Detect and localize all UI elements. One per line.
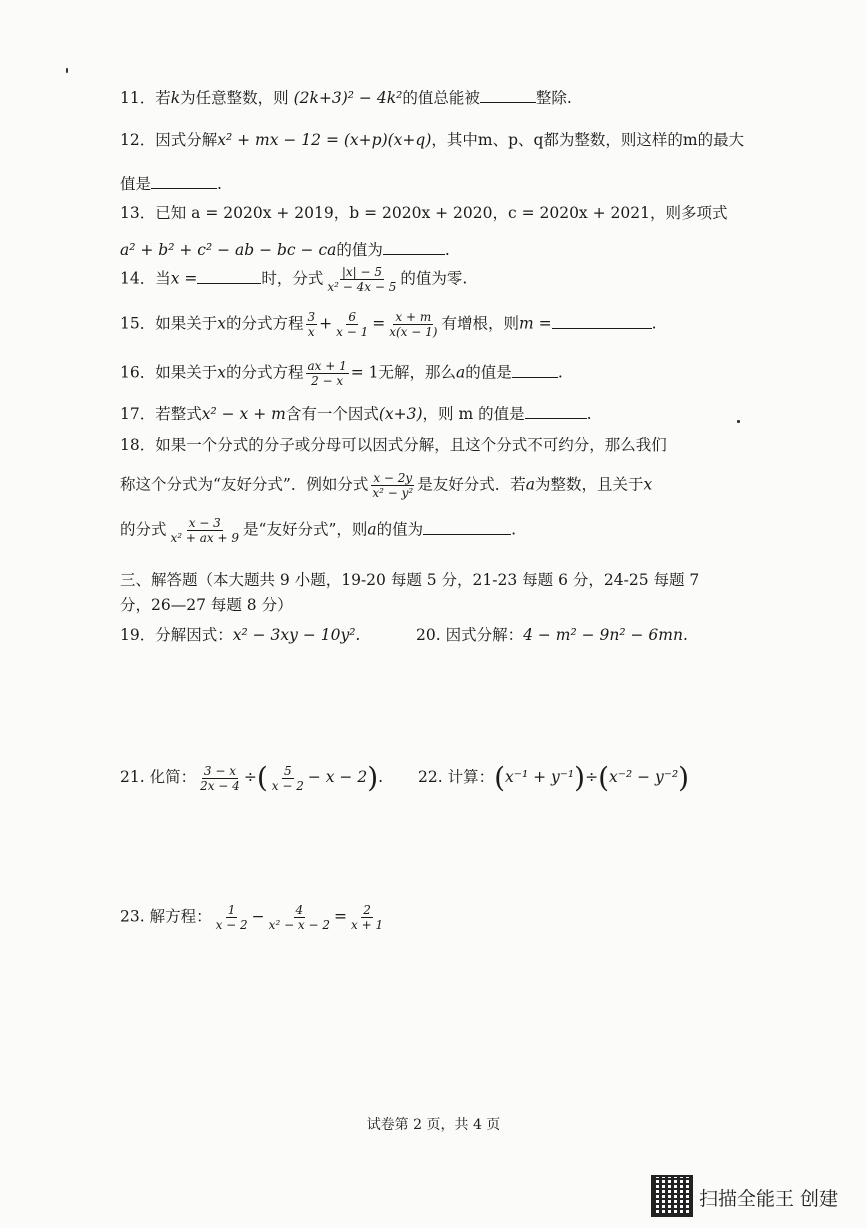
question-18-line1: 18．如果一个分式的分子或分母可以因式分解，且这个分式不可约分，那么我们 bbox=[120, 436, 667, 454]
q15-var-x: x bbox=[217, 314, 226, 333]
q16-tail: 无解，那么 bbox=[378, 363, 457, 382]
question-18-line2: 称这个分式为“友好分式”．例如分式 $\frac{x - 2y}{\text{x² − y²}}$ 是友好分式．若a为整数，且关于x bbox=[120, 471, 653, 500]
q17-label: 17．若整式 bbox=[120, 405, 202, 423]
q18-fraction-1: $\frac{x - 2y}{\text{x² − y²}}$ bbox=[372, 471, 414, 500]
q11-var: k bbox=[170, 89, 181, 107]
q11-end: 整除. bbox=[535, 89, 572, 107]
section-3-heading: 三、解答题（本大题共 9 小题，19-20 每题 5 分，21-23 每题 6 分，24-25 每题 7 bbox=[120, 571, 700, 589]
q21-fraction-2: $\frac{5}{x - 2}$ bbox=[271, 763, 304, 793]
q23-fraction-1: $\frac{1}{x - 2}$ bbox=[215, 903, 248, 932]
question-14 bbox=[120, 266, 467, 293]
q15-fraction-3: $\frac{x + m}{x(x - 1)}$ bbox=[389, 310, 438, 339]
q16-mid: 的分式方程 bbox=[225, 363, 304, 382]
question-12-line2 bbox=[120, 174, 222, 193]
section-3-heading-line2: 分，26—27 每题 8 分） bbox=[120, 596, 293, 614]
q17-expr: x² − x + m bbox=[201, 405, 286, 423]
q13-answer-blank[interactable] bbox=[383, 240, 445, 255]
scan-mark bbox=[66, 68, 68, 73]
q13-tail: 的值为 bbox=[336, 241, 383, 259]
q23-fraction-2: $\frac{4}{\text{x² − x − 2}}$ bbox=[268, 903, 331, 932]
q15-answer-blank[interactable] bbox=[552, 314, 652, 329]
question-11 bbox=[120, 88, 572, 107]
q12-end: . bbox=[217, 175, 222, 193]
q14-var: x = bbox=[170, 269, 198, 288]
q11-mid: 为任意整数，则 bbox=[180, 89, 289, 107]
q15-label: 15．如果关于 bbox=[120, 314, 218, 333]
question-17: 17．若整式x² − x + m含有一个因式(x+3)，则 m 的值是 . bbox=[120, 405, 592, 423]
q11-tail: 的值总能被 bbox=[402, 89, 480, 107]
q12-label: 12．因式分解 bbox=[120, 131, 218, 149]
q15-fraction-1: $\frac{3}{x}$ bbox=[307, 310, 316, 339]
q16-var-x: x bbox=[217, 363, 226, 382]
q15-mid: 的分式方程 bbox=[225, 314, 304, 333]
q16-answer-blank[interactable] bbox=[512, 363, 558, 378]
q12-answer-blank[interactable] bbox=[151, 174, 217, 189]
q21-fraction-1: $\frac{3 - x}{2x - 4}$ bbox=[200, 763, 240, 793]
q13-end: . bbox=[444, 241, 450, 259]
q23-fraction-3: $\frac{2}{x + 1}$ bbox=[351, 903, 384, 932]
q13-label: 13．已知 bbox=[120, 204, 187, 222]
question-16: 16．如果关于x的分式方程 $\frac{ax + 1}{2 - x}$ = 1无解，那么a的值是 . bbox=[120, 359, 563, 388]
q17-answer-blank[interactable] bbox=[525, 404, 587, 419]
q15-fraction-2: $\frac{6}{x - 1}$ bbox=[336, 310, 369, 339]
question-13 bbox=[120, 206, 727, 222]
q18-answer-blank[interactable] bbox=[423, 520, 511, 535]
q14-answer-blank[interactable] bbox=[197, 269, 261, 284]
question-12 bbox=[120, 133, 744, 149]
q18-fraction-2: $\frac{x - 3}{\text{x² + ax + 9}}$ bbox=[170, 516, 240, 545]
q11-answer-blank[interactable] bbox=[480, 88, 536, 103]
q11-label: 11．若 bbox=[120, 89, 171, 107]
question-23: 23. 解方程： $\frac{1}{x - 2}$ − $\frac{4}{\text{x² − x − 2}}$ = $\frac{2}{x + 1}$ bbox=[120, 903, 384, 932]
question-15: 15．如果关于x的分式方程 $\frac{3}{x}$ + $\frac{6}{x - 1}$ = $\frac{x + m}{x(x - 1)}$ 有增根，则m = . bbox=[120, 310, 657, 339]
q15-tail: 有增根，则 bbox=[441, 314, 519, 333]
q16-label: 16．如果关于 bbox=[120, 363, 218, 382]
qr-code-icon bbox=[651, 1175, 693, 1217]
scan-mark bbox=[737, 420, 740, 423]
question-21: 21. 化简： $\frac{3 - x}{2x - 4}$ ÷( $\frac{5}{x - 2}$ − x − 2). bbox=[120, 761, 384, 794]
q14-mid: 时，分式 bbox=[261, 269, 324, 288]
page-footer: 试卷第 2 页，共 4 页 bbox=[366, 1117, 501, 1133]
q11-expr: (2k+3)² − 4k² bbox=[293, 89, 403, 107]
q14-label: 14．当 bbox=[120, 269, 171, 288]
q16-fraction: $\frac{ax + 1}{2 - x}$ bbox=[307, 359, 347, 388]
question-18-line3: 的分式 $\frac{x - 3}{\text{x² + ax + 9}}$ 是“友好分式”，则a的值为 . bbox=[120, 516, 517, 545]
q12-expr: x² + mx − 12 = (x+p)(x+q) bbox=[217, 131, 432, 149]
scanner-brand: 扫描全能王 创建 bbox=[699, 1188, 839, 1210]
question-22: 22. 计算：(x⁻¹ + y⁻¹)÷(x⁻² − y⁻²) bbox=[418, 761, 690, 794]
q13-expr2: a² + b² + c² − ab − bc − ca bbox=[120, 241, 337, 259]
q12-tail: ，其中m、p、q都为整数，则这样的m的最大 bbox=[431, 131, 745, 149]
q13-expr: a = 2020x + 2019，b = 2020x + 2020，c = 2020x + 2021，则多项式 bbox=[191, 204, 728, 222]
question-19: 19．分解因式：x² − 3xy − 10y². bbox=[120, 626, 361, 644]
q14-tail: 的值为零. bbox=[400, 269, 468, 288]
question-20: 20. 因式分解：4 − m² − 9n² − 6mn. bbox=[416, 626, 688, 644]
q14-fraction: $\frac{|x| - 5}{\text{x² − 4x − 5}}$ bbox=[327, 265, 397, 294]
question-13-line2 bbox=[120, 240, 450, 259]
q12-line2: 值是 bbox=[120, 175, 152, 193]
